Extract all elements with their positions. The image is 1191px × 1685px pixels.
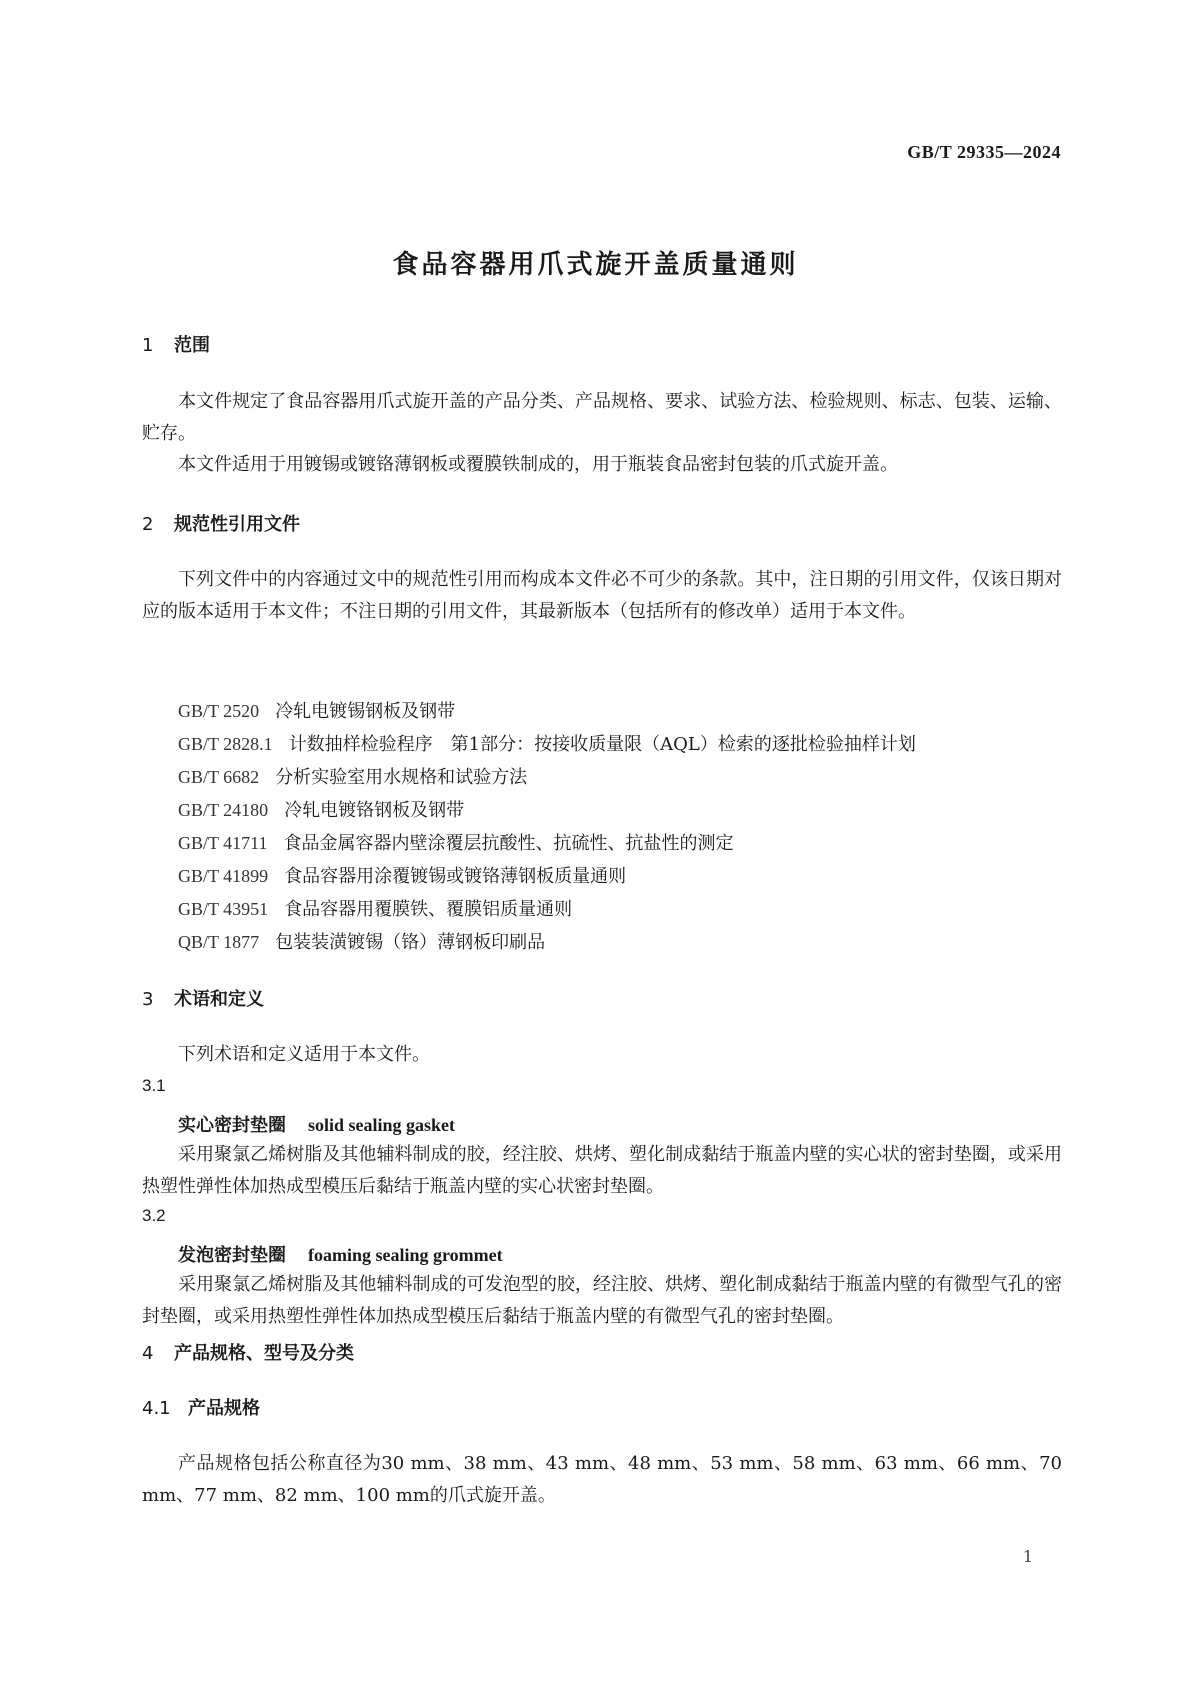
section-number: 2	[142, 514, 154, 535]
reference-title: 分析实验室用水规格和试验方法	[275, 767, 528, 788]
reference-title: 冷轧电镀铬钢板及钢带	[284, 800, 465, 821]
term-name-zh: 实心密封垫圈	[178, 1115, 286, 1136]
subsection-number: 4.1	[142, 1398, 171, 1419]
reference-code: GB/T 24180	[178, 800, 269, 820]
references-intro: 下列文件中的内容通过文中的规范性引用而构成本文件必不可少的条款。其中，注日期的引用文件，仅该日期对应的版本适用于本文件；不注日期的引用文件，其最新版本（包括所有的修改单）适用于本文件。	[142, 569, 1062, 622]
section-title: 规范性引用文件	[174, 514, 300, 535]
reference-code: QB/T 1877	[178, 932, 260, 952]
reference-title: 计数抽样检验程序 第1部分：按接收质量限（AQL）检索的逐批检验抽样计划	[288, 734, 916, 755]
term-name-en: solid sealing gasket	[308, 1115, 456, 1135]
page-number: 1	[1022, 1547, 1033, 1566]
scope-paragraph-2: 本文件适用于用镀锡或镀铬薄钢板或覆膜铁制成的，用于瓶装食品密封包装的爪式旋开盖。	[178, 454, 898, 475]
reference-item	[178, 695, 916, 728]
reference-list	[178, 695, 916, 959]
term-number: 3.1	[142, 1076, 166, 1095]
reference-item	[178, 860, 916, 893]
reference-item	[178, 728, 916, 761]
terms-intro: 下列术语和定义适用于本文件。	[178, 1044, 430, 1065]
term-definition: 采用聚氯乙烯树脂及其他辅料制成的胶，经注胶、烘烤、塑化制成黏结于瓶盖内壁的实心状的密封垫圈，或采用热塑性弹性体加热成型模压后黏结于瓶盖内壁的实心状密封垫圈。	[142, 1144, 1062, 1197]
reference-item	[178, 827, 916, 860]
standard-code: GB/T 29335—2024	[907, 142, 1061, 162]
section-heading-scope	[142, 331, 210, 357]
term-definition: 采用聚氯乙烯树脂及其他辅料制成的可发泡型的胶，经注胶、烘烤、塑化制成黏结于瓶盖内壁的有微型气孔的密封垫圈，或采用热塑性弹性体加热成型模压后黏结于瓶盖内壁的有微型气孔的密封垫圈。	[142, 1274, 1062, 1327]
term-name-en: foaming sealing grommet	[308, 1245, 503, 1265]
reference-item	[178, 794, 916, 827]
subsection-title: 产品规格	[188, 1398, 260, 1419]
spec-paragraph: 产品规格包括公称直径为30 mm、38 mm、43 mm、48 mm、53 mm、58 mm、63 mm、66 mm、70 mm、77 mm、82 mm、100 mm的爪式旋开盖。	[142, 1453, 1062, 1506]
section-title: 范围	[174, 335, 210, 356]
reference-item	[178, 761, 916, 794]
reference-code: GB/T 41899	[178, 866, 269, 886]
reference-code: GB/T 41711	[178, 833, 268, 853]
reference-item	[178, 926, 916, 959]
reference-title: 包装装潢镀锡（铬）薄钢板印刷品	[275, 932, 546, 953]
section-title: 产品规格、型号及分类	[174, 1343, 354, 1364]
section-title: 术语和定义	[174, 989, 264, 1010]
term-heading	[178, 1241, 503, 1267]
reference-code: GB/T 43951	[178, 899, 269, 919]
reference-title: 冷轧电镀锡钢板及钢带	[275, 701, 456, 722]
term-heading	[178, 1111, 455, 1137]
section-number: 3	[142, 989, 154, 1010]
document-title: 食品容器用爪式旋开盖质量通则	[392, 250, 799, 280]
reference-title: 食品容器用覆膜铁、覆膜铝质量通则	[284, 899, 573, 920]
subsection-heading-product-spec	[142, 1394, 260, 1420]
term-number: 3.2	[142, 1206, 166, 1225]
section-heading-references	[142, 510, 300, 536]
reference-code: GB/T 6682	[178, 767, 260, 787]
reference-code: GB/T 2520	[178, 701, 260, 721]
reference-code: GB/T 2828.1	[178, 734, 273, 754]
section-heading-spec	[142, 1339, 354, 1365]
section-number: 4	[142, 1343, 154, 1364]
reference-title: 食品容器用涂覆镀锡或镀铬薄钢板质量通则	[284, 866, 627, 887]
section-heading-terms	[142, 985, 264, 1011]
section-number: 1	[142, 335, 154, 356]
reference-title: 食品金属容器内壁涂覆层抗酸性、抗硫性、抗盐性的测定	[283, 833, 734, 854]
term-name-zh: 发泡密封垫圈	[178, 1245, 286, 1266]
reference-item	[178, 893, 916, 926]
scope-paragraph-1: 本文件规定了食品容器用爪式旋开盖的产品分类、产品规格、要求、试验方法、检验规则、标志、包装、运输、贮存。	[142, 391, 1062, 444]
